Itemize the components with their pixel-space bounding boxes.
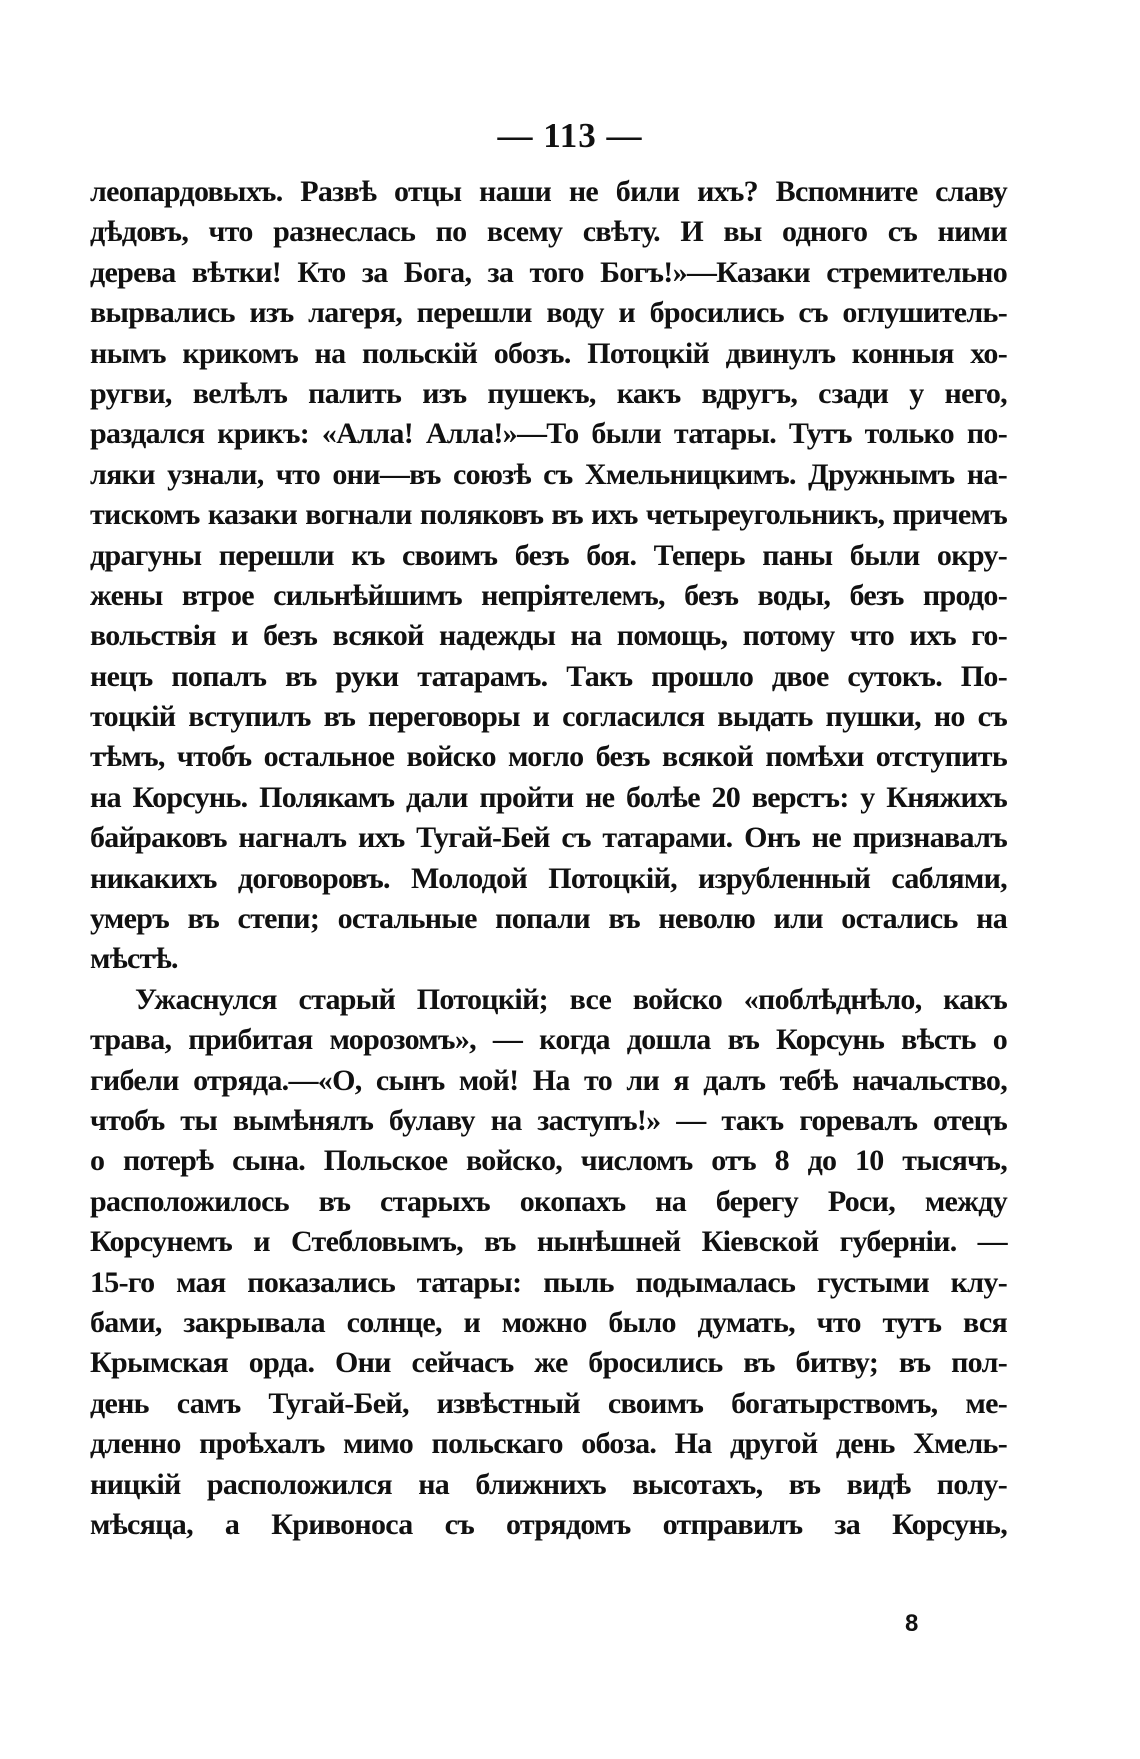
- text-line: Ужаснулся старый Потоцкій; все войско «поблѣднѣло, какъ: [135, 982, 1007, 1016]
- text-line: дѣдовъ, что разнеслась по всему свѣту. И вы одного съ ними: [90, 215, 1007, 249]
- text-line: ницкій расположился на ближнихъ высотахъ, въ видѣ полу-: [90, 1467, 1007, 1501]
- text-line: тискомъ казаки вогнали поляковъ въ ихъ четыреугольникъ, причемъ: [90, 498, 1007, 532]
- text-line: Корсунемъ и Стебловымъ, въ нынѣшней Кіевской губерніи. —: [90, 1225, 1007, 1259]
- text-line: гибели отряда.—«О, сынъ мой! На то ли я далъ тебѣ начальство,: [90, 1063, 1007, 1097]
- text-line: мѣсяца, а Кривоноса съ отрядомъ отправилъ за Корсунь,: [90, 1507, 1007, 1541]
- text-line: мѣстѣ.: [90, 942, 178, 976]
- text-line: дленно проѣхалъ мимо польскаго обоза. На другой день Хмель-: [90, 1427, 1007, 1461]
- text-line: на Корсунь. Полякамъ дали пройти не болѣе 20 верстъ: у Княжихъ: [90, 780, 1007, 814]
- text-line: раздался крикъ: «Алла! Алла!»—То были татары. Тутъ только по-: [90, 417, 1007, 451]
- text-line: драгуны перешли къ своимъ безъ боя. Теперь паны были окру-: [90, 538, 1007, 572]
- text-line: байраковъ нагналъ ихъ Тугай-Бей съ татарами. Онъ не признавалъ: [90, 821, 1007, 855]
- body-text: [90, 172, 1007, 1545]
- text-line: тоцкій вступилъ въ переговоры и согласился выдать пушки, но съ: [90, 700, 1007, 734]
- text-line: никакихъ договоровъ. Молодой Потоцкій, изрубленный саблями,: [90, 861, 1007, 895]
- page-number-header: — 113 —: [497, 116, 643, 155]
- text-line: дерева вѣтки! Кто за Бога, за того Богъ!»—Казаки стремительно: [90, 255, 1007, 289]
- text-line: тѣмъ, чтобъ остальное войско могло безъ всякой помѣхи отступить: [90, 740, 1007, 774]
- text-line: ругви, велѣлъ палить изъ пушекъ, какъ вдругъ, сзади у него,: [90, 376, 1007, 410]
- text-line: умеръ въ степи; остальные попали въ неволю или остались на: [90, 902, 1007, 936]
- text-line: трава, прибитая морозомъ», — когда дошла въ Корсунь вѣсть о: [90, 1023, 1007, 1057]
- text-line: Крымская орда. Они сейчасъ же бросились въ битву; въ пол-: [90, 1346, 1007, 1380]
- text-line: 15-го мая показались татары: пыль подымалась густыми клу-: [90, 1265, 1007, 1299]
- signature-mark: 8: [905, 1610, 919, 1637]
- text-line: о потерѣ сына. Польское войско, числомъ отъ 8 до 10 тысячъ,: [90, 1144, 1007, 1178]
- text-line: чтобъ ты вымѣнялъ булаву на заступъ!» — такъ горевалъ отецъ: [90, 1103, 1007, 1137]
- text-line: нецъ попалъ въ руки татарамъ. Такъ прошло двое сутокъ. По-: [90, 659, 1007, 693]
- text-line: леопардовыхъ. Развѣ отцы наши не били ихъ? Вспомните славу: [90, 175, 1007, 208]
- paragraph: [90, 980, 1007, 1545]
- text-line: расположилось въ старыхъ окопахъ на берегу Роси, между: [90, 1184, 1007, 1218]
- text-line: день самъ Тугай-Бей, извѣстный своимъ богатырствомъ, ме-: [90, 1386, 1007, 1420]
- text-line: вырвались изъ лагеря, перешли воду и бросились съ оглушитель-: [90, 296, 1007, 330]
- paragraph: [90, 172, 1007, 980]
- text-line: бами, закрывала солнце, и можно было думать, что тутъ вся: [90, 1305, 1007, 1339]
- text-line: жены втрое сильнѣйшимъ непріятелемъ, безъ воды, безъ продо-: [90, 578, 1007, 612]
- text-line: ляки узнали, что они—въ союзѣ съ Хмельницкимъ. Дружнымъ на-: [90, 457, 1007, 491]
- text-line: вольствія и безъ всякой надежды на помощь, потому что ихъ го-: [90, 619, 1007, 653]
- text-line: нымъ крикомъ на польскій обозъ. Потоцкій двинулъ конныя хо-: [90, 336, 1007, 370]
